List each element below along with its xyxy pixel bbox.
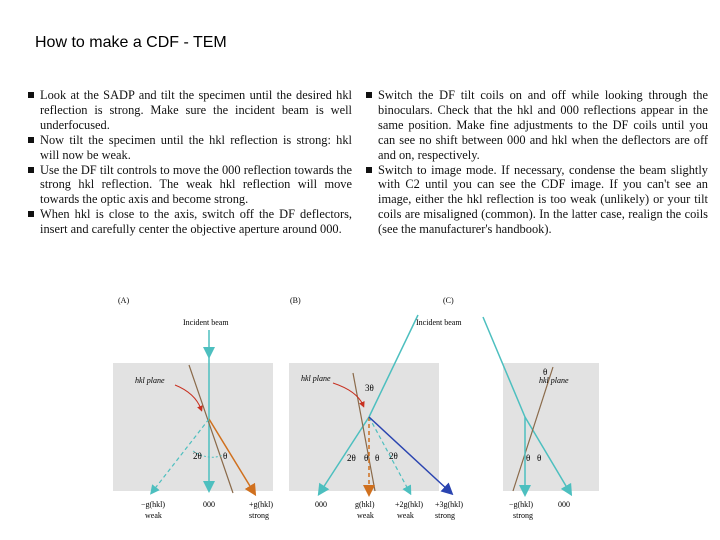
panel-b	[289, 296, 463, 520]
slide-title: How to make a CDF - TEM	[35, 34, 227, 51]
incident-beam-label: Incident beam	[183, 318, 229, 327]
angle-2theta: 2θ	[193, 451, 202, 461]
list-item: When hkl is close to the axis, switch off the DF deflectors, insert and carefully center the objective aperture around 000.	[28, 207, 352, 237]
panel-a	[113, 296, 273, 520]
label-weak: weak	[145, 511, 162, 520]
angle-theta: θ	[537, 453, 542, 463]
list-item: Look at the SADP and tilt the specimen until the desired hkl reflection is strong. Make sure the incident beam is well underfocused.	[28, 88, 352, 133]
panel-c-label: (C)	[443, 296, 454, 305]
label-g: g(hkl)	[355, 500, 375, 509]
angle-theta: θ	[364, 453, 369, 463]
label-plus-3g: +3g(hkl)	[435, 500, 464, 509]
hkl-plane-label: hkl plane	[539, 376, 569, 385]
label-000: 000	[203, 500, 215, 509]
label-weak: weak	[397, 511, 414, 520]
angle-theta: θ	[223, 451, 228, 461]
cdf-ray-diagram	[113, 295, 603, 527]
label-minus-g: −g(hkl)	[141, 500, 166, 509]
label-plus-2g: +2g(hkl)	[395, 500, 424, 509]
label-strong: strong	[435, 511, 455, 520]
hkl-plane-label: hkl plane	[301, 374, 331, 383]
left-instructions	[28, 88, 352, 237]
hkl-plane-label: hkl plane	[135, 376, 165, 385]
label-weak: weak	[357, 511, 374, 520]
right-instructions	[366, 88, 708, 237]
panel-a-label: (A)	[118, 296, 130, 305]
label-plus-g: +g(hkl)	[249, 500, 274, 509]
list-item: Switch to image mode. If necessary, condense the beam slightly with C2 until you can see the CDF image. If you can't see an image, either the hkl reflection is too weak (unlikely) or your tilt coils are misaligned (common). In the latter case, realign the coils (see the manufacturer's handbook).	[366, 163, 708, 238]
angle-theta: θ	[526, 453, 531, 463]
label-000: 000	[315, 500, 327, 509]
incident-beam-label: Incident beam	[416, 318, 462, 327]
panel-b-label: (B)	[290, 296, 301, 305]
label-000: 000	[558, 500, 570, 509]
angle-theta: θ	[543, 367, 548, 377]
angle-theta: θ	[375, 453, 380, 463]
label-minus-g: −g(hkl)	[509, 500, 534, 509]
list-item: Use the DF tilt controls to move the 000 reflection towards the strong hkl reflection. The weak hkl reflection will move towards the optic axis and become strong.	[28, 163, 352, 208]
angle-2theta: 2θ	[347, 453, 356, 463]
list-item: Switch the DF tilt coils on and off while looking through the binoculars. Check that the hkl and 000 reflections appear in the same position. Make fine adjustments to the DF coils until you can see no shift between 000 and hkl when the deflectors are off and on, respectively.	[366, 88, 708, 163]
angle-2theta: 2θ	[389, 451, 398, 461]
label-strong: strong	[249, 511, 269, 520]
list-item: Now tilt the specimen until the hkl reflection is strong: hkl will now be weak.	[28, 133, 352, 163]
label-strong: strong	[513, 511, 533, 520]
angle-3theta: 3θ	[365, 383, 374, 393]
